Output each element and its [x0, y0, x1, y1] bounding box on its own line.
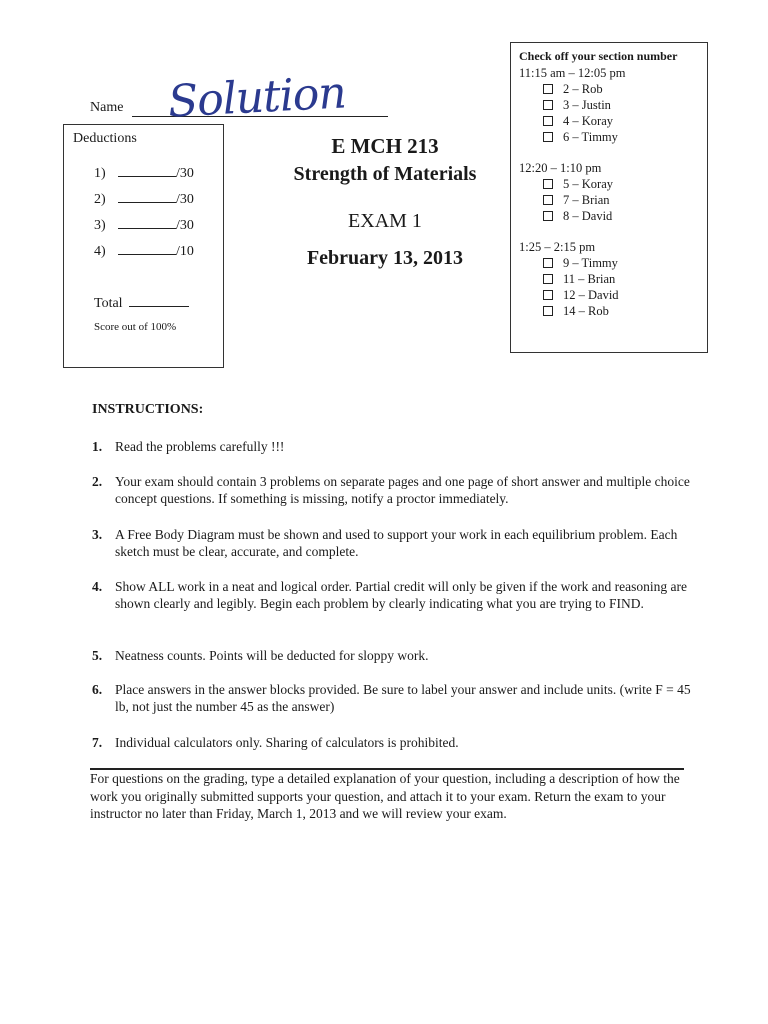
section-time: 12:20 – 1:10 pm [519, 161, 602, 175]
score-note: Score out of 100% [94, 321, 177, 333]
instructions-heading: INSTRUCTIONS: [92, 402, 204, 417]
deduction-max: /30 [176, 218, 194, 233]
deductions-title: Deductions [73, 131, 137, 146]
deduction-number: 4) [94, 244, 106, 259]
instruction-number: 6. [92, 682, 103, 697]
instruction-text: Your exam should contain 3 problems on separate pages and one page of short answer and multiple choice concept questions. If something is missing, notify a proctor immediately. [115, 474, 690, 506]
instruction-item [92, 438, 692, 455]
checkbox[interactable] [543, 306, 553, 316]
deduction-number: 1) [94, 166, 106, 181]
section-box-title: Check off your section number [519, 49, 678, 63]
section-option[interactable] [543, 272, 615, 287]
instruction-text: Individual calculators only. Sharing of calculators is prohibited. [115, 735, 459, 750]
instruction-item [92, 473, 692, 507]
section-option[interactable] [543, 193, 610, 208]
section-time: 11:15 am – 12:05 pm [519, 66, 626, 80]
section-option[interactable] [543, 304, 609, 319]
section-option[interactable] [543, 82, 603, 97]
instruction-item [92, 681, 692, 715]
instruction-number: 4. [92, 579, 103, 594]
instruction-number: 7. [92, 735, 103, 750]
section-option-label: 8 – David [563, 209, 613, 223]
instruction-text: A Free Body Diagram must be shown and used to support your work in each equilibrium problem. Each sketch must be clear, accurate, and complete. [115, 527, 678, 559]
section-option-label: 14 – Rob [563, 304, 609, 318]
checkbox[interactable] [543, 195, 553, 205]
checkbox[interactable] [543, 132, 553, 142]
instruction-number: 1. [92, 439, 103, 454]
section-option[interactable] [543, 114, 613, 129]
total-label: Total [94, 296, 123, 311]
deduction-max: /30 [176, 192, 194, 207]
section-option-label: 6 – Timmy [563, 130, 618, 144]
deduction-number: 3) [94, 218, 106, 233]
checkbox[interactable] [543, 290, 553, 300]
course-title: Strength of Materials [293, 163, 477, 185]
name-field [90, 67, 390, 128]
section-option-label: 5 – Koray [563, 177, 613, 191]
deduction-max: /10 [176, 244, 194, 259]
instruction-item [92, 647, 692, 664]
section-option[interactable] [543, 256, 618, 271]
section-option-label: 11 – Brian [563, 272, 616, 286]
deduction-blank [118, 165, 176, 177]
name-handwritten-value: Solution [166, 67, 347, 128]
exam-date: February 13, 2013 [306, 247, 464, 269]
section-option[interactable] [543, 288, 619, 303]
total-blank [129, 295, 189, 307]
instruction-text: Place answers in the answer blocks provided. Be sure to label your answer and include units. (write F = 45 lb, not just the number 45 as the answer) [115, 682, 691, 714]
total-row [94, 295, 189, 312]
deduction-blank [118, 243, 176, 255]
section-time: 1:25 – 2:15 pm [519, 240, 596, 254]
section-option[interactable] [543, 209, 612, 224]
exam-title-block [270, 134, 500, 270]
section-option[interactable] [543, 98, 611, 113]
checkbox[interactable] [543, 274, 553, 284]
instruction-number: 2. [92, 474, 103, 489]
checkbox[interactable] [543, 179, 553, 189]
checkbox[interactable] [543, 100, 553, 110]
deduction-blank [118, 217, 176, 229]
checkbox[interactable] [543, 211, 553, 221]
instruction-item [92, 734, 692, 751]
section-option-label: 2 – Rob [563, 82, 603, 96]
checkbox[interactable] [543, 258, 553, 268]
section-option[interactable] [543, 130, 618, 145]
checkbox[interactable] [543, 84, 553, 94]
section-option-label: 4 – Koray [563, 114, 613, 128]
instruction-text: Neatness counts. Points will be deducted for sloppy work. [115, 648, 429, 663]
instruction-item [92, 578, 692, 612]
deduction-max: /30 [176, 166, 194, 181]
section-option-label: 9 – Timmy [563, 256, 618, 270]
section-option-label: 12 – David [563, 288, 619, 302]
section-option-label: 7 – Brian [563, 193, 610, 207]
deduction-row [94, 243, 194, 260]
section-option[interactable] [543, 177, 613, 192]
section-option-label: 3 – Justin [563, 98, 611, 112]
instruction-number: 3. [92, 527, 103, 542]
deduction-blank [118, 191, 176, 203]
section-box [510, 42, 708, 353]
deduction-row [94, 191, 194, 208]
grading-note: For questions on the grading, type a detailed explanation of your question, including a description of how the work you originally submitted supports your question, and attach it to your exam. Return the exam to your instructor no later than Friday, March 1, 2013 and we will review your exam. [90, 771, 680, 821]
instruction-text: Read the problems carefully !!! [115, 439, 285, 454]
exam-name: EXAM 1 [348, 210, 422, 232]
deduction-number: 2) [94, 192, 106, 207]
instruction-item [92, 526, 692, 560]
instruction-number: 5. [92, 648, 103, 663]
deduction-row [94, 165, 194, 182]
deductions-box [63, 124, 224, 368]
instruction-text: Show ALL work in a neat and logical order. Partial credit will only be given if the work and reasoning are shown clearly and legibly. Begin each problem by clearly indicating what you are trying to FIND. [115, 579, 687, 611]
name-label: Name [90, 100, 124, 115]
checkbox[interactable] [543, 116, 553, 126]
course-code: E MCH 213 [331, 134, 439, 158]
deduction-row [94, 217, 194, 234]
